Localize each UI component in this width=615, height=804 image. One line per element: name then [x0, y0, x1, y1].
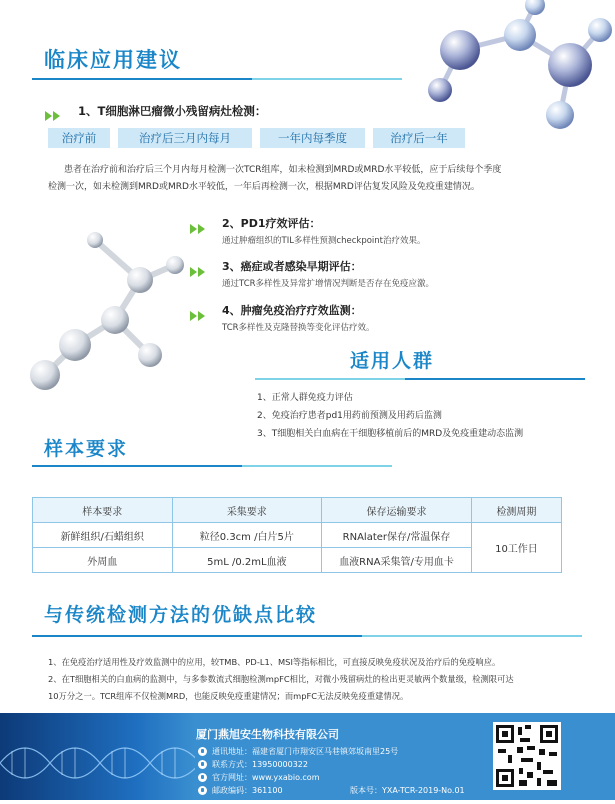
clinical-item3-title: 3、癌症或者感染早期评估：: [222, 260, 362, 273]
clinical-item1-title: 1、T细胞淋巴瘤微小残留病灶检测：: [78, 104, 267, 118]
table-header-cell: 保存运输要求: [322, 498, 472, 523]
molecule-illustration-left: [20, 220, 195, 395]
footer-website[interactable]: 官方网址：www.yxabio.com: [212, 773, 320, 782]
table-header-row: [33, 498, 562, 523]
mail-icon: [198, 786, 207, 795]
clinical-section-title: 临床应用建议: [44, 47, 182, 72]
table-cell-period: 10工作日: [471, 523, 561, 573]
table-cell: RNAlater保存/常温保存: [322, 523, 472, 548]
table-header-cell: 采集要求: [172, 498, 322, 523]
arrow-icon: [190, 218, 206, 237]
footer-postcode-row: [198, 785, 283, 796]
table-header-cell: 样本要求: [33, 498, 173, 523]
location-icon: [198, 747, 207, 756]
population-item-2: 2、免疫治疗患者pd1用药前预测及用药后监测: [257, 411, 442, 421]
comparison-section-title: 与传统检测方法的优缺点比较: [44, 604, 318, 626]
samples-title-rule: [32, 465, 392, 467]
tag-pre-treatment: 治疗前: [48, 128, 110, 148]
tag-three-months: 治疗后三月内每月: [118, 128, 252, 148]
clinical-item4-desc: TCR多样性及克隆替换等变化评估疗效。: [222, 323, 375, 333]
population-item-1: 1、正常人群免疫力评估: [257, 393, 353, 403]
samples-section-title: 样本要求: [44, 438, 129, 460]
phone-icon: [198, 760, 207, 769]
footer-website-row: [198, 772, 320, 783]
footer-phone: 联系方式：13950000322: [212, 760, 308, 769]
tag-quarterly: 一年内每季度: [260, 128, 365, 148]
molecule-illustration-top: [400, 0, 615, 140]
arrow-icon: [190, 305, 206, 324]
footer-postcode: 邮政编码：361100: [212, 786, 283, 795]
clinical-paragraph-line2: 检测一次，如未检测到MRD或MRD水平较低，一年后再检测一次，根据MRD评估复发风险及免疫重建情况。: [48, 182, 480, 192]
clinical-item2-title: 2、PD1疗效评估：: [222, 217, 321, 230]
samples-table: [32, 497, 562, 573]
population-title-rule: [255, 378, 585, 380]
globe-icon: [198, 773, 207, 782]
table-cell: 5mL /0.2mL血液: [172, 548, 322, 573]
table-cell: 粒径0.3cm /白片5片: [172, 523, 322, 548]
footer-phone-row: [198, 759, 308, 770]
table-cell: 新鲜组织/石蜡组织: [33, 523, 173, 548]
comparison-line-2: 2、在T细胞相关的白血病的监测中，与多参数流式细胞检测mpFC相比，对微小残留病灶的检出更灵敏两个数量级，检测限可达: [48, 674, 514, 684]
arrow-icon: [45, 105, 61, 124]
dna-illustration: [0, 713, 195, 800]
table-header-cell: 检测周期: [471, 498, 561, 523]
population-section-title: 适用人群: [350, 350, 435, 372]
population-item-3: 3、T细胞相关白血病在干细胞移植前后的MRD及免疫重建动态监测: [257, 429, 524, 439]
footer-address-row: [198, 746, 398, 757]
table-row: [33, 523, 562, 548]
footer-address: 通讯地址：福建省厦门市翔安区马巷镇郊坂南里25号: [212, 747, 399, 756]
clinical-title-rule: [32, 78, 402, 80]
qr-code: [493, 722, 561, 790]
tag-after-one-year: 治疗后一年: [373, 128, 465, 148]
clinical-item2-desc: 通过肿瘤组织的TIL多样性预测checkpoint治疗效果。: [222, 236, 426, 246]
clinical-item4-title: 4、肿瘤免疫治疗疗效监测：: [222, 304, 362, 317]
clinical-item3-desc: 通过TCR多样性及异常扩增情况判断是否存在免疫应激。: [222, 279, 435, 289]
comparison-line-1: 1、在免疫治疗适用性及疗效监测中的应用，较TMB、PD-L1、MSI等指标相比，可直接反映免疫状况及治疗后的免疫响应。: [48, 657, 501, 667]
footer-company: 厦门燕旭安生物科技有限公司: [196, 728, 339, 741]
footer-version: 版本号：YXA-TCR-2019-No.01: [350, 786, 465, 795]
comparison-title-rule: [32, 635, 582, 637]
table-cell: 外周血: [33, 548, 173, 573]
table-cell: 血液RNA采集管/专用血卡: [322, 548, 472, 573]
arrow-icon: [190, 261, 206, 280]
comparison-line-3: 10万分之一。TCR组库不仅检测MRD，也能反映免疫重建情况；而mpFC无法反映免疫重建情况。: [48, 691, 409, 701]
clinical-paragraph-line1: 患者在治疗前和治疗后三个月内每月检测一次TCR组库，如未检测到MRD或MRD水平较低，应于后续每个季度: [64, 165, 502, 175]
